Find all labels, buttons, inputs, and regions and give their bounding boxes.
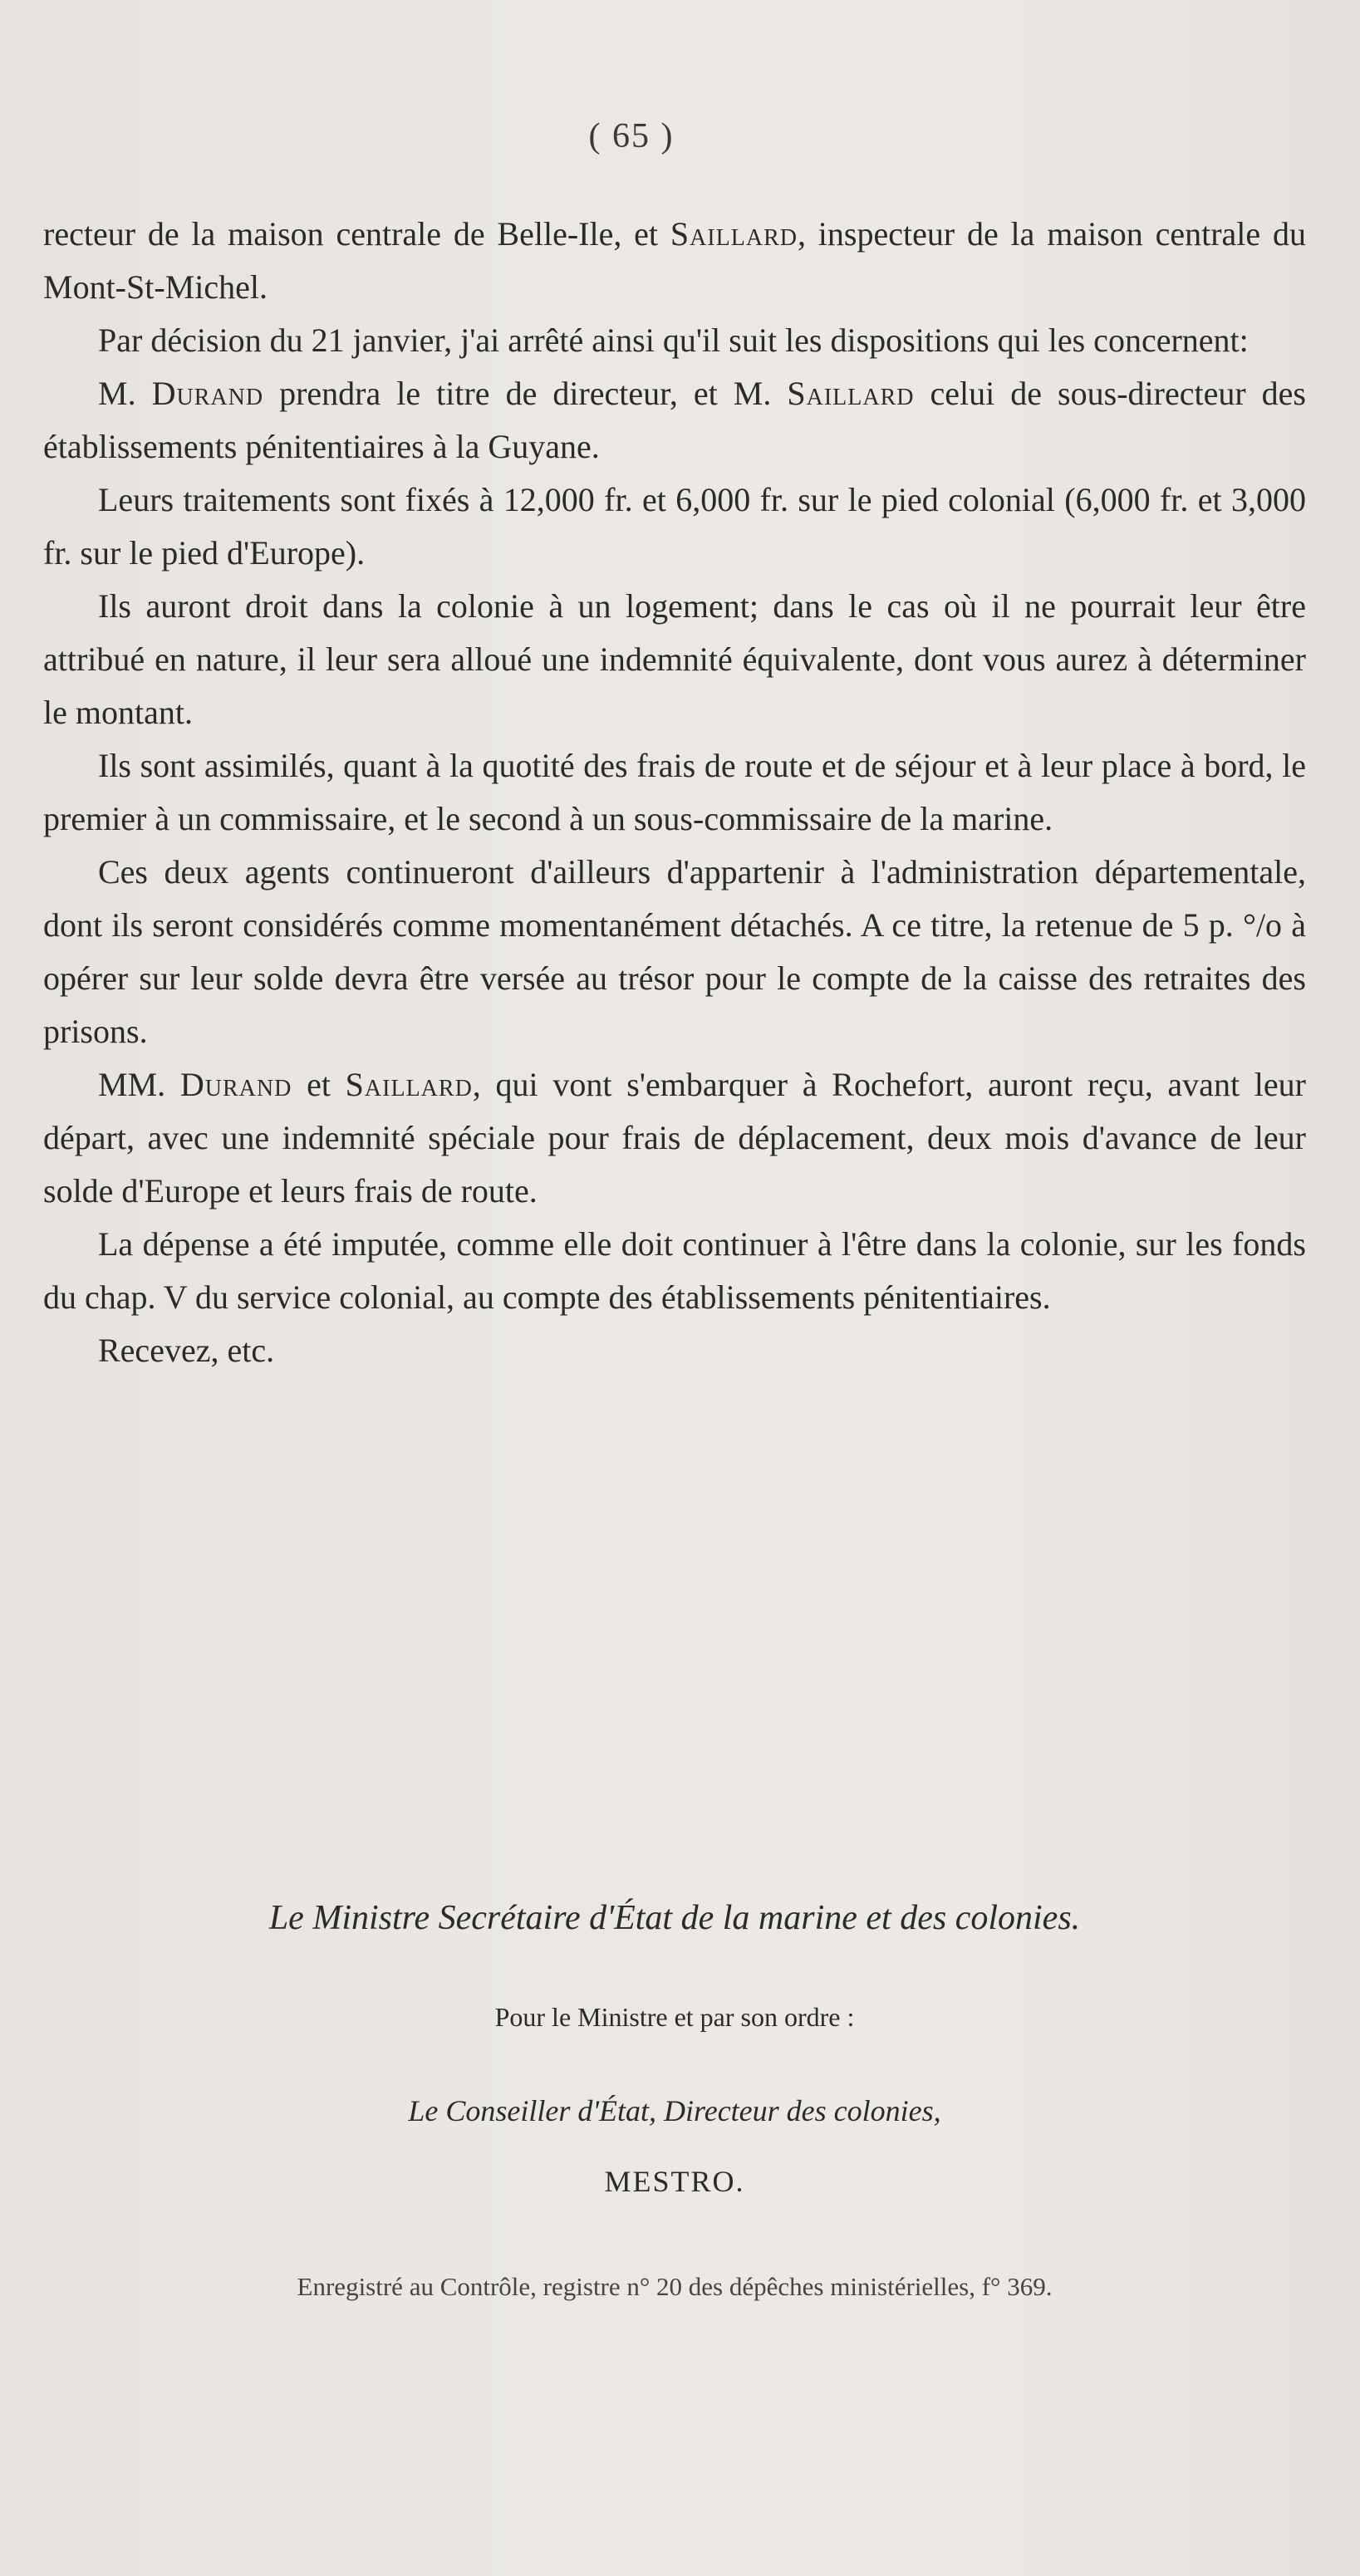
text-run: Ces deux agents continueront d'ailleurs d'appartenir à l'administration départementale, dont ils seront considérés comme momentanément détachés. A ce titre, la retenue de 5 p. °/o à opérer sur leur solde devra être versée au trésor pour le compte de la caisse des retraites des prisons. bbox=[43, 853, 1306, 1050]
by-order-line: Pour le Ministre et par son ordre : bbox=[494, 2002, 855, 2032]
body-text bbox=[43, 208, 1306, 1377]
name-smallcaps: Saillard bbox=[787, 375, 915, 412]
signatory-name: MESTRO. bbox=[604, 2165, 745, 2198]
paragraph bbox=[43, 367, 1306, 473]
councillor-title: Le Conseiller d'État, Directeur des colonies, bbox=[408, 2094, 941, 2127]
text-run: Par décision du 21 janvier, j'ai arrêté ainsi qu'il suit les dispositions qui les concernent: bbox=[98, 321, 1249, 359]
paragraph bbox=[43, 739, 1306, 846]
paragraph bbox=[43, 846, 1306, 1058]
paragraph bbox=[43, 314, 1306, 367]
text-run: et bbox=[292, 1066, 346, 1103]
signature-line: Le Ministre Secrétaire d'État de la marine et des colonies. bbox=[268, 1899, 1081, 1937]
text-run: M. bbox=[98, 375, 152, 412]
name-smallcaps: Durand bbox=[179, 1066, 292, 1103]
name-smallcaps: Saillard bbox=[670, 215, 798, 253]
text-run: Recevez, etc. bbox=[98, 1332, 275, 1369]
text-run: , inspecteur de la maison centrale du Mont-St-Michel. bbox=[43, 215, 1306, 306]
text-run: prendra le titre de directeur, et M. bbox=[263, 375, 788, 412]
paragraph bbox=[43, 1218, 1306, 1324]
name-smallcaps: Saillard bbox=[345, 1066, 473, 1103]
text-run: celui de sous-directeur des établissements pénitentiaires à la Guyane. bbox=[43, 375, 1306, 465]
text-run: Leurs traitements sont fixés à 12,000 fr. et 6,000 fr. sur le pied colonial (6,000 fr. et 3,000 fr. sur le pied d'Europe). bbox=[43, 481, 1306, 572]
paragraph bbox=[43, 473, 1306, 580]
name-smallcaps: Durand bbox=[151, 375, 264, 412]
text-run: Ils auront droit dans la colonie à un logement; dans le cas où il ne pourrait leur être attribué en nature, il leur sera alloué une indemnité équivalente, dont vous aurez à déterminer le montant. bbox=[43, 587, 1306, 731]
text-run: Ils sont assimilés, quant à la quotité des frais de route et de séjour et à leur place à bord, le premier à un commissaire, et le second à un sous-commissaire de la marine. bbox=[43, 747, 1306, 837]
text-run: La dépense a été imputée, comme elle doit continuer à l'être dans la colonie, sur les fonds du chap. V du service colonial, au compte des établissements pénitentiaires. bbox=[43, 1225, 1306, 1316]
page-number: ( 65 ) bbox=[588, 117, 675, 155]
text-run: recteur de la maison centrale de Belle-Ile, et bbox=[43, 215, 670, 253]
paragraph bbox=[43, 1324, 1306, 1377]
paragraph bbox=[43, 1058, 1306, 1218]
text-run: , qui vont s'embarquer à Rochefort, auront reçu, avant leur départ, avec une indemnité spéciale pour frais de déplacement, deux mois d'avance de leur solde d'Europe et leurs frais de route. bbox=[43, 1066, 1306, 1209]
paragraph bbox=[43, 208, 1306, 314]
paragraph bbox=[43, 580, 1306, 739]
registration-note: Enregistré au Contrôle, registre n° 20 des dépêches ministérielles, f° 369. bbox=[297, 2272, 1053, 2301]
text-run: MM. bbox=[98, 1066, 180, 1103]
